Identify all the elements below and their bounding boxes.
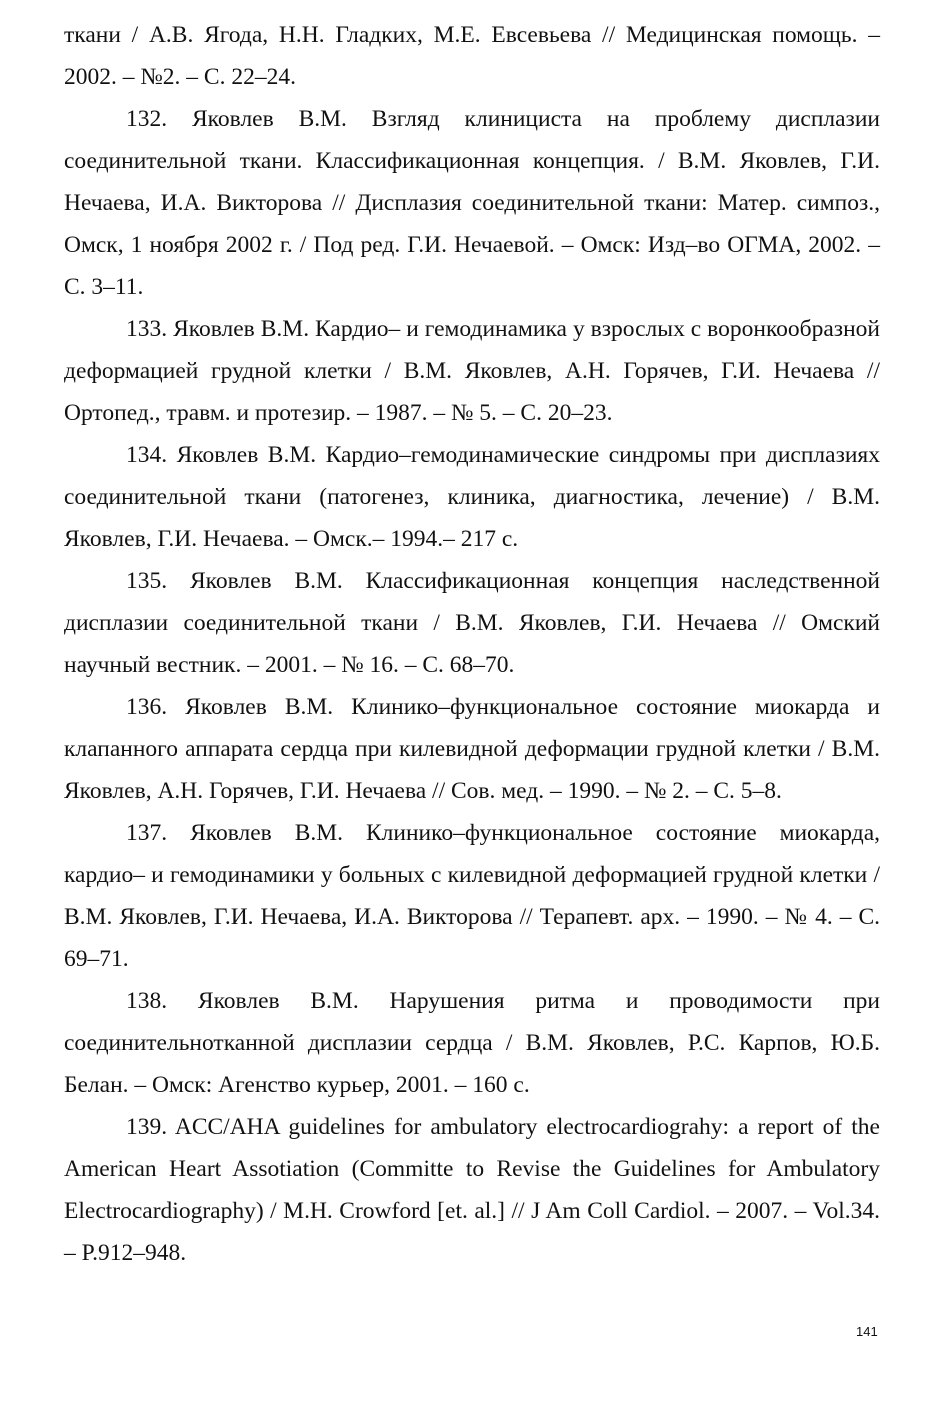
reference-entry-135: 135. Яковлев В.М. Классификационная концепция наследственной дисплазии соединительной ткани / В.М. Яковлев, Г.И. Нечаева // Омский научный вестник. – 2001. – № 16. – С. 68–70.	[64, 568, 880, 678]
reference-list	[64, 14, 880, 1274]
reference-entry-138: 138. Яковлев В.М. Нарушения ритма и проводимости при соединительнотканной дисплазии сердца / В.М. Яковлев, Р.С. Карпов, Ю.Б. Белан. – Омск: Агенство курьер, 2001. – 160 с.	[64, 988, 880, 1098]
reference-entry-131-continuation: ткани / А.В. Ягода, Н.Н. Гладких, М.Е. Евсевьева // Медицинская помощь. – 2002. – №2. – С. 22–24.	[64, 22, 880, 90]
reference-entry-133: 133. Яковлев В.М. Кардио– и гемодинамика у взрослых с воронкообразной деформацией грудной клетки / В.М. Яковлев, А.Н. Горячев, Г.И. Нечаева // Ортопед., травм. и протезир. – 1987. – № 5. – С. 20–23.	[64, 316, 880, 426]
page-number: 141	[856, 1324, 878, 1339]
reference-entry-136: 136. Яковлев В.М. Клинико–функциональное состояние миокарда и клапанного аппарата сердца при килевидной деформации грудной клетки / В.М. Яковлев, А.Н. Горячев, Г.И. Нечаева // Сов. мед. – 1990. – № 2. – С. 5–8.	[64, 694, 880, 804]
reference-entry-137: 137. Яковлев В.М. Клинико–функциональное состояние миокарда, кардио– и гемодинамики у больных с килевидной деформацией грудной клетки / В.М. Яковлев, Г.И. Нечаева, И.А. Викторова // Терапевт. арх. – 1990. – № 4. – С. 69–71.	[64, 820, 880, 972]
reference-entry-134: 134. Яковлев В.М. Кардио–гемодинамические синдромы при дисплазиях соединительной ткани (патогенез, клиника, диагностика, лечение) / В.М. Яковлев, Г.И. Нечаева. – Омск.– 1994.– 217 с.	[64, 442, 880, 552]
reference-entry-132: 132. Яковлев В.М. Взгляд клинициста на проблему дисплазии соединительной ткани. Классификационная концепция. / В.М. Яковлев, Г.И. Нечаева, И.А. Викторова // Дисплазия соединительной ткани: Матер. симпоз., Омск, 1 ноября 2002 г. / Под ред. Г.И. Нечаевой. – Омск: Изд–во ОГМА, 2002. – С. 3–11.	[64, 106, 880, 300]
reference-entry-139: 139. ACC/AHA guidelines for ambulatory electrocardiograhy: a report of the American Heart Assotiation (Committe to Revise the Guidelines for Ambulatory Electrocardiography) / M.H. Crowford [et. al.] // J Am Coll Cardiol. – 2007. – Vol.34. – P.912–948.	[64, 1114, 880, 1266]
